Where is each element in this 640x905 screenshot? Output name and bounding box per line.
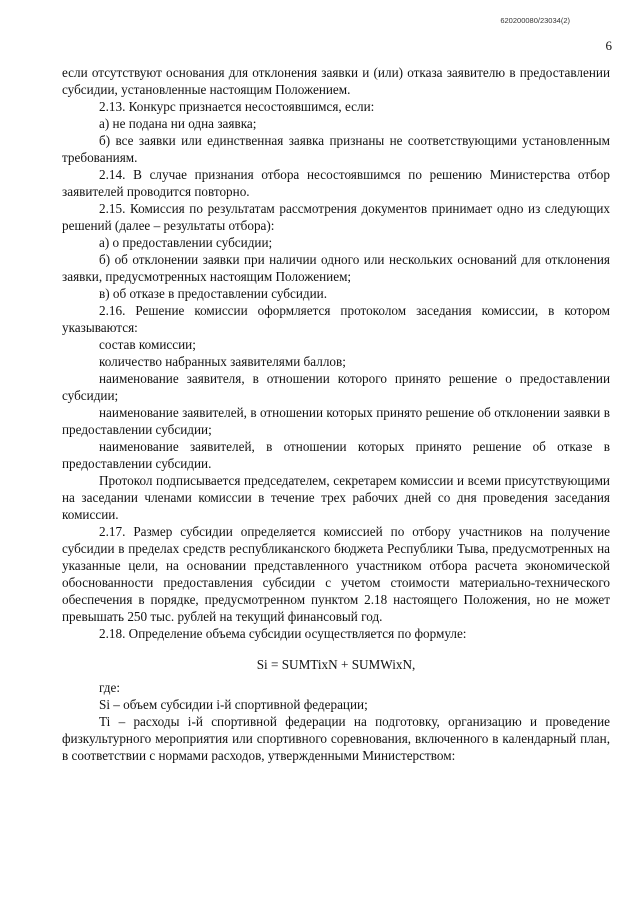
document-body: [62, 64, 610, 764]
paragraph: наименование заявителей, в отношении которых принято решение об отклонении заявки в предоставлении субсидии;: [62, 405, 610, 437]
paragraph: количество набранных заявителями баллов;: [99, 354, 346, 369]
paragraph: Si – объем субсидии i-й спортивной федерации;: [99, 697, 368, 712]
paragraph: а) о предоставлении субсидии;: [99, 235, 273, 250]
paragraph: состав комиссии;: [99, 337, 196, 352]
paragraph: 2.18. Определение объема субсидии осуществляется по формуле:: [99, 626, 467, 641]
paragraph: 2.15. Комиссия по результатам рассмотрения документов принимает одно из следующих решений (далее – результаты отбора):: [62, 201, 610, 233]
paragraph: а) не подана ни одна заявка;: [99, 116, 257, 131]
paragraph: наименование заявителей, в отношении которых принято решение об отказе в предоставлении субсидии.: [62, 439, 610, 471]
page-number: 6: [605, 38, 612, 53]
paragraph: если отсутствуют основания для отклонения заявки и (или) отказа заявителю в предоставлении субсидии, установленные настоящим Положением.: [62, 65, 610, 97]
paragraph: 2.17. Размер субсидии определяется комиссией по отбору участников на получение субсидии в пределах средств республиканского бюджета Республики Тыва, предусмотренных на указанные цели, на основании представленного участником отбора расчета экономической обоснованности предоставления субсидии с учетом стоимости материально-технического обеспечения в порядке, предусмотренном пунктом 2.18 настоящего Положения, но не может превышать 250 тыс. рублей на текущий финансовый год.: [62, 524, 610, 624]
paragraph: б) об отклонении заявки при наличии одного или нескольких оснований для отклонения заявки, предусмотренных настоящим Положением;: [62, 252, 610, 284]
document-number: 620200080/23034(2): [500, 16, 570, 25]
paragraph: наименование заявителя, в отношении которого принято решение о предоставлении субсидии;: [62, 371, 610, 403]
paragraph: 2.13. Конкурс признается несостоявшимся, если:: [99, 99, 375, 114]
formula: Si = SUMTixN + SUMWixN,: [256, 657, 416, 672]
paragraph: 2.14. В случае признания отбора несостоявшимся по решению Министерства отбор заявителей проводится повторно.: [62, 167, 610, 199]
paragraph: 2.16. Решение комиссии оформляется протоколом заседания комиссии, в котором указываются:: [62, 303, 610, 335]
paragraph: б) все заявки или единственная заявка признаны не соответствующими установленным требованиям.: [62, 133, 610, 165]
paragraph: Ti – расходы i-й спортивной федерации на подготовку, организацию и проведение физкультурного мероприятия или спортивного соревнования, включенного в календарный план, в соответствии с нормами расходов, утвержденными Министерством:: [62, 714, 610, 763]
paragraph: в) об отказе в предоставлении субсидии.: [99, 286, 328, 301]
paragraph: где:: [99, 680, 120, 695]
paragraph: Протокол подписывается председателем, секретарем комиссии и всеми присутствующими на заседании членами комиссии в течение трех рабочих дней со дня проведения заседания комиссии.: [62, 473, 610, 522]
